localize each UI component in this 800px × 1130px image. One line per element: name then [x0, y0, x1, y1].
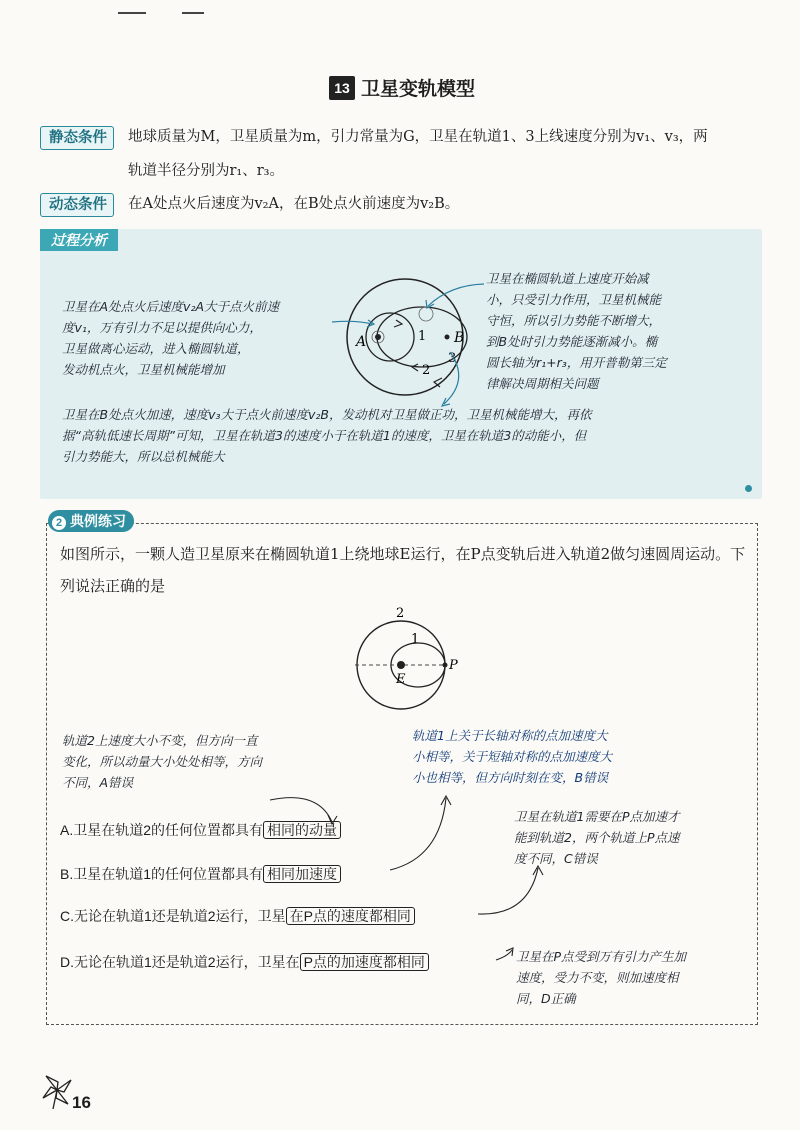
question-text: 如图所示，一颗人造卫星原来在椭圆轨道1上绕地球E运行，在P点变轨后进入轨道2做匀速圆周运动。下列说法正确的是 [60, 545, 746, 595]
page-title: 卫星变轨模型 [361, 79, 476, 100]
note-line: 卫星在A处点火后速度v₂A大于点火前速 [62, 299, 280, 314]
option-highlight: 相同的动量 [263, 821, 341, 839]
example-tag-label: 典例练习 [70, 513, 126, 529]
note-line: 轨道1上关于长轴对称的点加速度大 [412, 728, 608, 743]
note-line: 律解决周期相关问题 [486, 376, 599, 391]
note-line: 守恒，所以引力势能不断增大， [486, 313, 662, 328]
note-line: 引力势能大，所以总机械能大 [62, 449, 225, 464]
note-line: 据“高轨低速长周期”可知，卫星在轨道3的速度小于在轨道1的速度，卫星在轨道3的动能小，但 [62, 428, 587, 443]
label-e: E [396, 672, 406, 687]
option-c[interactable] [60, 906, 415, 926]
note-line: 度不同，C错误 [514, 851, 598, 866]
note-line: 速度，受力不变，则加速度相 [516, 970, 679, 985]
option-text: D.无论在轨道1还是轨道2运行，卫星在 [60, 954, 300, 970]
label-b: B [454, 330, 465, 346]
label-p: P [449, 658, 458, 673]
point-p-dot [443, 663, 448, 668]
label-orbit-2: 2 [422, 363, 431, 378]
option-text: C.无论在轨道1还是轨道2运行，卫星 [60, 908, 286, 924]
note-line: 卫星做离心运动，进入椭圆轨道， [62, 341, 250, 356]
note-line: 卫星在轨道1需要在P点加速才 [514, 809, 680, 824]
arrow-left-note [332, 321, 372, 324]
example-tag [48, 510, 134, 532]
note-line: 圆长轴为r₁+r₃，用开普勒第三定 [486, 355, 667, 370]
static-condition-line: 地球质量为M，卫星质量为m，引力常量为G，卫星在轨道1、3上线速度分别为v₁、v₃，两 [128, 129, 708, 145]
option-text: A.卫星在轨道2的任何位置都具有 [60, 822, 264, 838]
example-number-icon: 2 [52, 516, 66, 530]
note-line: 小相等，关于短轴对称的点加速度大 [412, 749, 613, 764]
earth-dot [397, 661, 405, 669]
pinwheel-icon [40, 1072, 74, 1110]
option-d[interactable] [60, 952, 429, 972]
note-line: 卫星在B处点火加速，速度v₃大于点火前速度v₂B，发动机对卫星做正功，卫星机械能增大，再依 [62, 407, 592, 422]
option-text: B.卫星在轨道1的任何位置都具有 [60, 866, 264, 882]
option-highlight: 在P点的速度都相同 [286, 907, 415, 925]
process-analysis-tag: 过程分析 [40, 229, 118, 251]
note-line: 度v₁，万有引力不足以提供向心力， [62, 320, 262, 335]
arrow-bottom-note [444, 352, 459, 404]
dynamic-condition-text: 在A处点火后速度为v₂A，在B处点火前速度为v₂B。 [128, 196, 460, 212]
note-line: 发动机点火，卫星机械能增加 [62, 362, 225, 377]
label-a: A [356, 334, 367, 350]
static-condition-tag: 静态条件 [40, 126, 114, 150]
label-orbit-1: 1 [411, 632, 420, 647]
option-highlight: 相同加速度 [263, 865, 341, 883]
note-a [62, 730, 332, 793]
option-highlight: P点的加速度都相同 [300, 953, 429, 971]
note-line: 能到轨道2，两个轨道上P点速 [514, 830, 680, 845]
note-line: 小也相等，但方向时刻在变，B错误 [412, 770, 609, 785]
label-orbit-2: 2 [396, 606, 405, 621]
page-number: 16 [72, 1093, 91, 1112]
note-line: 同，D正确 [516, 991, 576, 1006]
note-c [514, 806, 754, 869]
note-line: 卫星在椭圆轨道上速度开始减 [486, 271, 649, 286]
option-a[interactable] [60, 820, 341, 840]
note-b [412, 725, 692, 788]
note-line: 卫星在P点受到万有引力产生加 [516, 949, 687, 964]
dynamic-condition-tag: 动态条件 [40, 193, 114, 217]
note-line: 到B处时引力势能逐渐减小。椭 [486, 334, 658, 349]
note-line: 变化，所以动量大小处处相等，方向 [62, 754, 263, 769]
example-orbit-diagram [345, 603, 475, 713]
section-number: 13 [329, 76, 355, 100]
note-line: 小，只受引力作用，卫星机械能 [486, 292, 662, 307]
label-orbit-1: 1 [418, 329, 427, 344]
static-condition-line: 轨道半径分别为r₁、r₃。 [128, 163, 284, 179]
label-orbit-3: 3 [448, 351, 457, 366]
note-line: 轨道2上速度大小不变，但方向一直 [62, 733, 258, 748]
note-d [516, 946, 754, 1009]
option-b[interactable] [60, 864, 341, 884]
arrow-right-note [428, 284, 484, 306]
note-line: 不同，A错误 [62, 775, 134, 790]
